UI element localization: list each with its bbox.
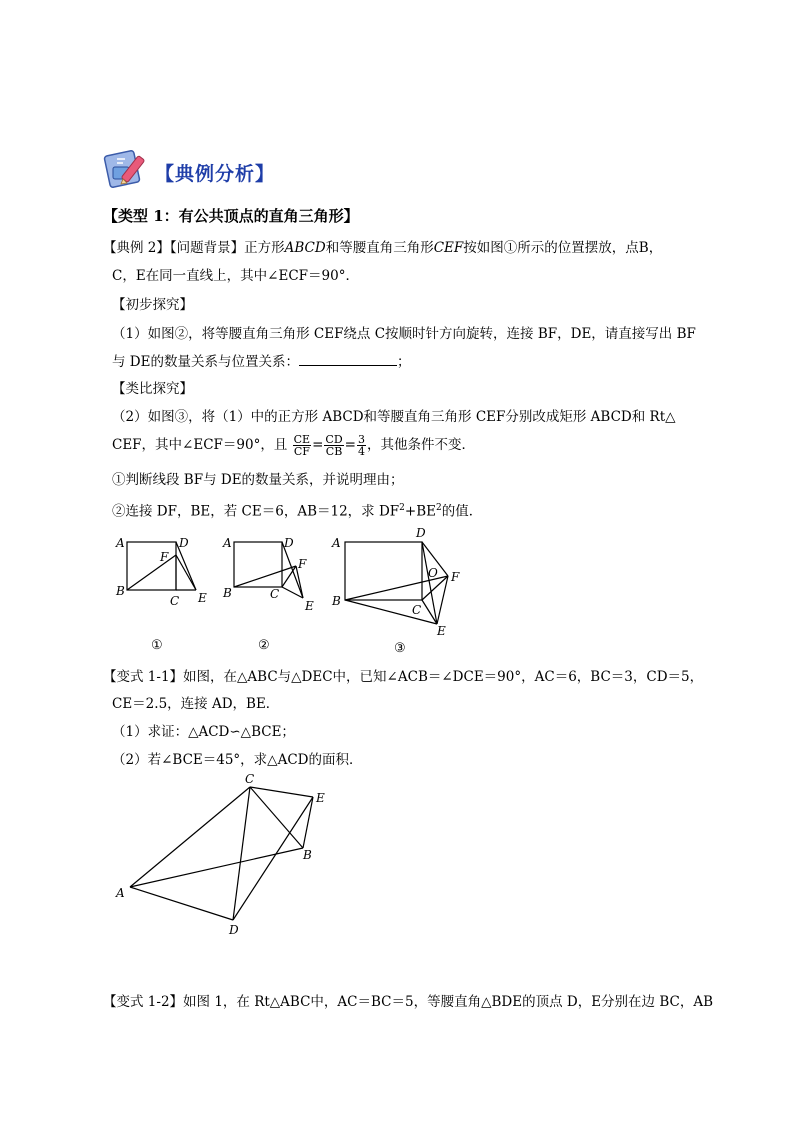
fraction-cd-cb — [324, 434, 343, 457]
variant11-figure — [100, 770, 350, 945]
fig1-label-b: B — [116, 584, 125, 598]
text-span: ，其他条件不变． — [366, 437, 475, 453]
fig2-label-b: B — [223, 586, 232, 600]
fig3-label-d: D — [416, 526, 426, 540]
pencil-paper-icon — [103, 145, 155, 191]
fig1-label-a: A — [116, 536, 125, 550]
fig3-label-a: A — [332, 536, 341, 550]
text-span: B， — [638, 240, 663, 256]
text-span: CEF，其中∠ECF＝90°，且 — [112, 437, 288, 453]
equals-sign: = — [312, 437, 324, 453]
text-span: ②连接 DF，BE，若 CE＝6，AB＝12，求 DF — [112, 503, 400, 520]
answer-blank[interactable] — [299, 351, 397, 366]
variant11-q2: （2）若∠BCE＝45°，求△ACD的面积． — [112, 752, 363, 768]
equals-sign: = — [344, 437, 356, 453]
example2-line1 — [103, 238, 662, 258]
text-span: ； — [396, 354, 411, 370]
fig2-label-f: F — [298, 557, 307, 571]
section-preliminary: 【初步探究】 — [112, 297, 193, 313]
fig3-caption: ③ — [394, 641, 406, 656]
var-cef: CEF — [433, 240, 464, 256]
text-span: 的值． — [441, 503, 483, 520]
text-span: 和等腰直角三角形 — [325, 240, 434, 256]
banner-title: 【典例分析】 — [155, 163, 276, 185]
text-span: 正方形 — [244, 240, 285, 256]
fig1-label-c: C — [170, 594, 180, 608]
variant12-line1: 【变式 1-2】如图 1，在 Rt△ABC中，AC＝BC＝5，等腰直角△BDE的顶点 D，E分别在边 BC，AB — [103, 994, 714, 1010]
variant11-line2: CE＝2.5，连接 AD，BE． — [112, 696, 280, 712]
fig3-label-o: O — [428, 566, 438, 580]
fig2-caption: ② — [258, 638, 270, 653]
superscript: 2 — [435, 503, 442, 513]
fig3-label-f: F — [451, 570, 460, 584]
variant11-q1: （1）求证：△ACD∽△BCE； — [112, 724, 295, 740]
frac-num: CD — [325, 433, 343, 446]
question2-part2 — [112, 498, 482, 522]
frac-num: CE — [293, 433, 311, 446]
question2-line2 — [112, 432, 475, 458]
fig4-label-b: B — [303, 848, 312, 862]
question2-part1: ①判断线段 BF与 DE的数量关系，并说明理由； — [112, 472, 404, 488]
fraction-ce-cf — [293, 434, 311, 457]
fig3-label-e: E — [437, 624, 446, 638]
example2-figures — [100, 525, 480, 660]
example2-tag: 【典例 2】【问题背景】 — [103, 240, 245, 256]
section-analogy: 【类比探究】 — [112, 381, 193, 397]
figure-4 — [130, 787, 313, 920]
fig4-label-c: C — [245, 772, 255, 786]
question1-line1: （1）如图②，将等腰直角三角形 CEF绕点 C按顺时针方向旋转，连接 BF，DE，请直接写出 BF — [112, 326, 696, 342]
fig2-label-a: A — [223, 536, 232, 550]
question2-line1: （2）如图③，将（1）中的正方形 ABCD和等腰直角三角形 CEF分别改成矩形 ABCD和 Rt△ — [112, 409, 676, 425]
frac-den: CF — [293, 445, 310, 458]
fig4-label-e: E — [316, 791, 325, 805]
type1-heading: 【类型 1：有公共顶点的直角三角形】 — [103, 207, 359, 225]
fig3-label-b: B — [332, 594, 341, 608]
question1-line2 — [112, 351, 410, 372]
figure-3 — [345, 542, 448, 624]
fig3-label-c: C — [412, 603, 422, 617]
fig2-label-c: C — [270, 587, 280, 601]
fig4-label-d: D — [229, 923, 239, 937]
frac-den: 4 — [357, 445, 365, 458]
fig1-label-e: E — [198, 591, 207, 605]
text-span: +BE — [404, 503, 436, 520]
figure-2 — [234, 542, 303, 598]
section-banner — [103, 145, 303, 191]
fig1-caption: ① — [151, 638, 163, 653]
fig2-label-e: E — [305, 599, 314, 613]
example2-line2: C，E在同一直线上，其中∠ECF＝90°． — [112, 268, 359, 284]
fig2-label-d: D — [284, 536, 294, 550]
fig1-label-d: D — [179, 536, 189, 550]
frac-den: CB — [325, 445, 343, 458]
fig4-label-a: A — [116, 886, 125, 900]
text-span: 与 DE的数量关系与位置关系： — [112, 354, 299, 370]
text-span: 按如图①所示的位置摆放，点 — [463, 240, 639, 256]
superscript: 2 — [399, 503, 405, 513]
fig1-label-f: F — [160, 550, 169, 564]
var-abcd: ABCD — [284, 240, 326, 256]
variant11-line1: 【变式 1-1】如图，在△ABC与△DEC中，已知∠ACB＝∠DCE＝90°，AC＝6，BC＝3，CD＝5， — [103, 669, 704, 685]
fraction-3-4 — [357, 434, 366, 457]
frac-num: 3 — [357, 433, 365, 446]
